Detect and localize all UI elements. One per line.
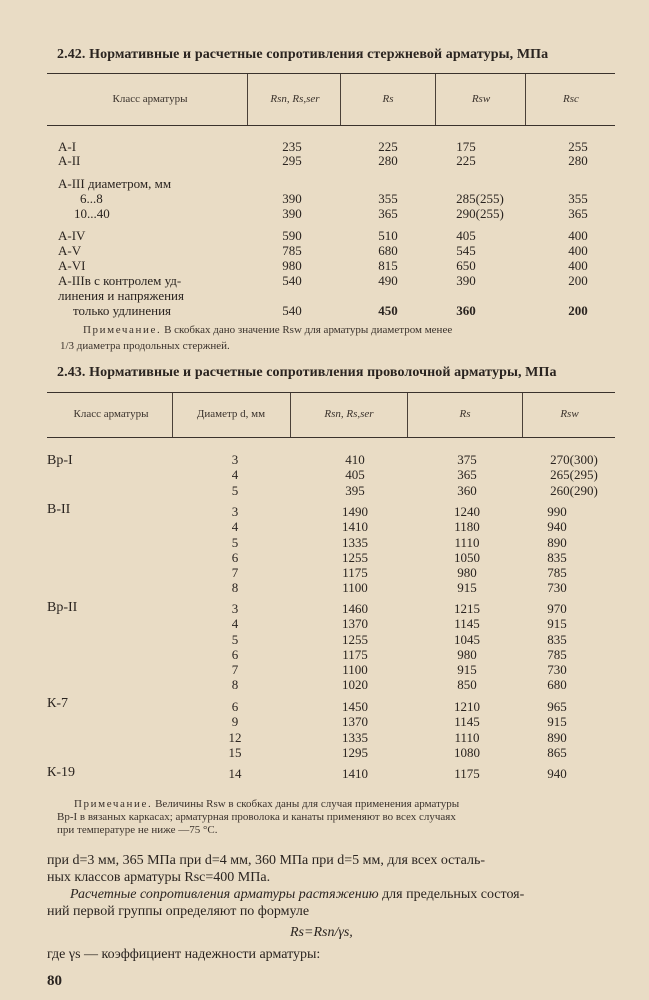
table-243-cell: 980 [457, 565, 477, 581]
table-243-header-rsw: Rsw [560, 408, 579, 420]
table-243-header-rs: Rs [459, 408, 471, 420]
table-243-cell: 835 [547, 631, 567, 647]
table-242-cell: 280 [568, 153, 588, 168]
table-243-cell: 1255 [342, 631, 368, 647]
table-243-cell: 365 [457, 467, 477, 483]
table-243-cell: 1110 [454, 729, 480, 745]
table-242-row-label: A-VI [58, 258, 86, 273]
table-243-cell: 1050 [454, 549, 480, 565]
table-243-rs-column [432, 766, 502, 781]
table-242-header-rs: Rs [382, 93, 394, 105]
table-243-cell: 3 [231, 504, 239, 519]
table-243-diam-column [210, 601, 260, 693]
table-242-note-line2: 1/3 диаметра продольных стержней. [60, 340, 230, 352]
table-243-cell: 5 [231, 534, 239, 550]
table-243-cell: 1460 [342, 601, 368, 616]
table-242-cell: 390 [282, 191, 302, 206]
table-242-divider [247, 74, 248, 125]
table-242-cell: 365 [378, 206, 398, 221]
table-243-rsn-column [320, 504, 390, 596]
table-243-cell: 865 [547, 744, 567, 760]
table-243-cell: 1180 [454, 519, 480, 535]
table-243-diam-column [210, 452, 260, 498]
table-242-cell: 405 [456, 228, 476, 243]
table-242-cell: 355 [378, 191, 398, 206]
table-243-cell: 835 [547, 549, 567, 565]
table-243-cell: 14 [228, 766, 242, 781]
table-242-row-label: A-IIIв с контролем уд- [58, 273, 182, 288]
table-242-cell: 235 [282, 139, 302, 154]
table-243-cell: 965 [547, 699, 567, 714]
table-243-cell: 1175 [342, 565, 368, 581]
table-243-rs-column [432, 699, 502, 760]
table-242-row-label: A-II [58, 153, 81, 168]
table-242-cell: 510 [378, 228, 398, 243]
table-243-cell: 940 [547, 766, 567, 781]
table-243-cell: 7 [231, 662, 239, 678]
body-line-5: где γs — коэффициент надежности арматуры: [47, 947, 321, 962]
table-243-rs-column [432, 601, 502, 693]
table-242-cell: 980 [282, 258, 302, 273]
table-243-cell: 1295 [342, 744, 368, 760]
table-243-cell: 410 [345, 452, 365, 467]
table-243-cell: 4 [231, 467, 239, 483]
table-243-rs-column [432, 504, 502, 596]
table-242-cell: 490 [378, 273, 398, 288]
table-243-cell: 1410 [342, 519, 368, 535]
table-243-diam-column [210, 699, 260, 760]
table-242-header-rsn: Rsn, Rs,ser [270, 93, 320, 105]
table-243-rsn-column [320, 601, 390, 693]
table-243-cell: 785 [547, 646, 567, 662]
table-243-cell: 915 [457, 580, 477, 596]
table-243-cell: 730 [547, 580, 567, 596]
body-line-3 [70, 886, 524, 903]
table-243-cell: 1335 [342, 729, 368, 745]
table-242-cell: 680 [378, 243, 398, 258]
table-242-cell: 295 [282, 153, 302, 168]
body-line-2: ных классов арматуры Rsc=400 МПа. [47, 870, 271, 885]
table-242-header-rsw: Rsw [471, 93, 491, 105]
table-242-header-class: Класс арматуры [112, 93, 188, 105]
table-243-cell: 1175 [342, 646, 368, 662]
table-243-note-line1 [74, 798, 459, 811]
table-242-cell: 280 [378, 153, 398, 168]
table-243-rsw-column [525, 699, 589, 760]
body-italic-term: Расчетные сопротивления арматуры растяжению [70, 887, 379, 902]
table-243-cell: 680 [547, 677, 567, 693]
table-242-cell: 540 [282, 273, 302, 288]
table-243-cell: 6 [231, 549, 239, 565]
table-243-cell: 1080 [454, 744, 480, 760]
note-lead: Примечание. [83, 324, 162, 336]
table-243-cell: 12 [228, 729, 242, 745]
table-242-divider [340, 74, 341, 125]
table-242-row-label: 6...8 [80, 191, 103, 206]
table-242-cell: 400 [568, 258, 588, 273]
table-243-cell: 3 [231, 601, 239, 616]
table-242-cell: 225 [456, 153, 476, 168]
table-243-rsw-column [532, 452, 616, 498]
table-243-cell: 6 [231, 646, 239, 662]
table-243-cell: 1410 [342, 766, 368, 781]
table-243-cell: 890 [547, 534, 567, 550]
table-243-cell: 395 [345, 482, 365, 498]
table-242-cell: 285(255) [456, 191, 504, 206]
table-243-cell: 915 [457, 662, 477, 678]
table-243-group-label: Вр-I [47, 453, 73, 468]
table-242-row-label: 10...40 [74, 206, 110, 221]
table-243-cell: 265(295) [550, 467, 598, 483]
table-243-cell: 1370 [342, 714, 368, 730]
table-242-cell: 360 [456, 303, 476, 318]
table-242-cell: 450 [378, 303, 398, 318]
table-243-note-line3: при температуре не ниже —75 °С. [57, 824, 218, 836]
table-242-cell: 225 [378, 139, 398, 154]
table-243-cell: 990 [547, 504, 567, 519]
table-243-rsw-column [525, 504, 589, 596]
table-242-cell: 785 [282, 243, 302, 258]
table-243-rsn-column [320, 766, 390, 781]
table-243-header-diameter: Диаметр d, мм [196, 408, 266, 420]
table-242-cell: 355 [568, 191, 588, 206]
table-243-cell: 8 [231, 677, 239, 693]
table-243-cell: 4 [231, 519, 239, 535]
table-243-note-line2: Вр-I в вязаных каркасах; арматурная проволока и канаты применяют во всех случаях [57, 811, 456, 823]
table-243-cell: 785 [547, 565, 567, 581]
table-243-rs-column [432, 452, 502, 498]
table-243-cell: 1240 [454, 504, 480, 519]
table-242-header-rule [47, 125, 615, 126]
table-243-cell: 1335 [342, 534, 368, 550]
table-243-rsw-column [525, 601, 589, 693]
table-242-cell: 255 [568, 139, 588, 154]
table-243-header-rsn: Rsn, Rs,ser [324, 408, 374, 420]
table-242-cell: 175 [456, 139, 476, 154]
table-243-cell: 850 [457, 677, 477, 693]
table-242-cell: 590 [282, 228, 302, 243]
table-243-cell: 1175 [454, 766, 480, 781]
table-243-cell: 5 [231, 631, 239, 647]
table-243-cell: 730 [547, 662, 567, 678]
table-242-divider [435, 74, 436, 125]
table-243-cell: 360 [457, 482, 477, 498]
table-243-divider [407, 393, 408, 437]
table-242-cell: 365 [568, 206, 588, 221]
note-lead: Примечание. [74, 798, 153, 810]
body-line-1: при d=3 мм, 365 МПа при d=4 мм, 360 МПа при d=5 мм, для всех осталь- [47, 853, 486, 868]
table-243-group-label: Вр-II [47, 600, 78, 615]
table-243-diam-column [210, 766, 260, 781]
table-243-cell: 1145 [454, 714, 480, 730]
table-243-cell: 9 [231, 714, 239, 730]
table-243-cell: 270(300) [550, 452, 598, 467]
table-243-header-rule [47, 437, 615, 438]
table-243-rsn-column [320, 699, 390, 760]
table-243-divider [172, 393, 173, 437]
table-242-row-label: линения и напряжения [58, 288, 184, 303]
table-243-cell: 5 [231, 482, 239, 498]
table-242-note-line1 [83, 324, 452, 337]
table-243-group-label: К-7 [47, 696, 68, 711]
table-243-cell: 890 [547, 729, 567, 745]
table-243-group-label: К-19 [47, 765, 75, 780]
table-243-cell: 1110 [454, 534, 480, 550]
table-243-cell: 1450 [342, 699, 368, 714]
table-243-rsw-column [525, 766, 589, 781]
table-243-cell: 1370 [342, 616, 368, 632]
table-243-cell: 4 [231, 616, 239, 632]
table-243-cell: 375 [457, 452, 477, 467]
table-243-cell: 970 [547, 601, 567, 616]
body-line-4: ний первой группы определяют по формуле [47, 904, 310, 919]
table-243-header-class: Класс арматуры [73, 408, 149, 420]
note-text: Величины Rsw в скобках даны для случая применения арматуры [155, 798, 460, 810]
table-243-top-rule [47, 392, 615, 393]
table-243-cell: 1210 [454, 699, 480, 714]
table-243-cell: 915 [547, 714, 567, 730]
table-242-row-label: A-III диаметром, мм [58, 176, 172, 191]
table-243-cell: 1100 [342, 580, 368, 596]
table-242-top-rule [47, 73, 615, 74]
table-242-title: 2.42. Нормативные и расчетные сопротивления стержневой арматуры, МПа [57, 47, 549, 62]
table-242-row-label: только удлинения [73, 303, 172, 318]
table-243-cell: 260(290) [550, 482, 598, 498]
table-243-cell: 8 [231, 580, 239, 596]
table-242-cell: 400 [568, 228, 588, 243]
table-242-cell: 540 [282, 303, 302, 318]
table-242-cell: 390 [456, 273, 476, 288]
table-243-cell: 1145 [454, 616, 480, 632]
table-242-cell: 545 [456, 243, 476, 258]
table-243-cell: 980 [457, 646, 477, 662]
table-243-divider [290, 393, 291, 437]
table-243-diam-column [210, 504, 260, 596]
table-242-cell: 815 [378, 258, 398, 273]
table-243-cell: 15 [228, 744, 242, 760]
table-243-group-label: B-II [47, 502, 71, 517]
table-242-cell: 390 [282, 206, 302, 221]
table-242-cell: 200 [568, 273, 588, 288]
table-242-header-rsc: Rsc [563, 93, 579, 105]
table-243-title: 2.43. Нормативные и расчетные сопротивления проволочной арматуры, МПа [57, 365, 557, 380]
body-text: для предельных состоя- [378, 887, 525, 902]
table-242-cell: 400 [568, 243, 588, 258]
table-243-cell: 915 [547, 616, 567, 632]
table-242-row-label: A-V [58, 243, 82, 258]
table-242-row-label: A-IV [58, 228, 86, 243]
table-243-rsn-column [320, 452, 390, 498]
table-243-cell: 1020 [342, 677, 368, 693]
table-242-row-label: A-I [58, 139, 77, 154]
table-243-cell: 7 [231, 565, 239, 581]
table-243-cell: 6 [231, 699, 239, 714]
table-242-cell: 290(255) [456, 206, 504, 221]
note-text: В скобках дано значение Rsw для арматуры диаметром менее [164, 324, 453, 336]
table-243-cell: 1215 [454, 601, 480, 616]
table-243-cell: 1255 [342, 549, 368, 565]
table-243-cell: 405 [345, 467, 365, 483]
table-243-cell: 1490 [342, 504, 368, 519]
table-243-cell: 1100 [342, 662, 368, 678]
page-number: 80 [47, 973, 62, 989]
table-242-cell: 200 [568, 303, 588, 318]
formula: Rs=Rsn/γs, [290, 925, 353, 940]
table-242-divider [525, 74, 526, 125]
table-242-cell: 650 [456, 258, 476, 273]
table-243-divider [522, 393, 523, 437]
table-243-cell: 1045 [454, 631, 480, 647]
table-243-cell: 3 [231, 452, 239, 467]
table-243-cell: 940 [547, 519, 567, 535]
